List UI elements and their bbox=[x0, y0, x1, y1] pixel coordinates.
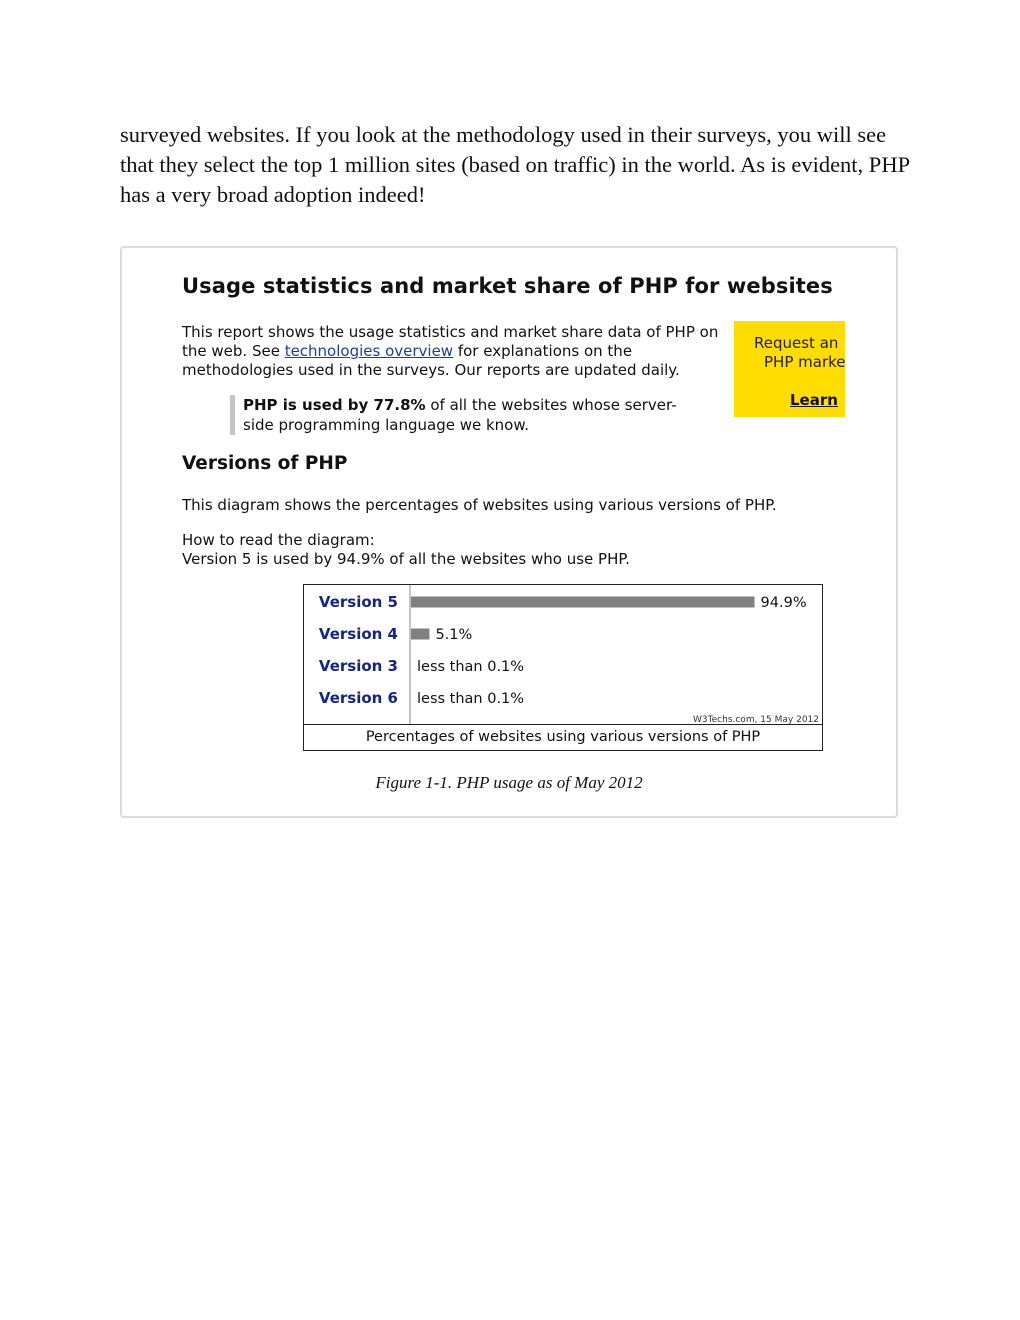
diagram-description: This diagram shows the percentages of websites using various versions of PHP. bbox=[182, 496, 777, 514]
usage-quote bbox=[230, 395, 703, 435]
chart-source-note: W3Techs.com, 15 May 2012 bbox=[693, 715, 819, 725]
intro-paragraph: surveyed websites. If you look at the methodology used in their surveys, you will see that they select the top 1 million sites (based on traffic) in the world. As is evident, PHP has a very broad adoption indeed! bbox=[120, 122, 910, 207]
bar-value-label: less than 0.1% bbox=[417, 659, 525, 675]
report-text-after-link: for explanations on the methodologies used in the surveys. Our reports are updated daily. bbox=[182, 342, 680, 379]
versions-chart-svg bbox=[304, 585, 821, 725]
bar-value-label: 5.1% bbox=[435, 627, 473, 643]
version-bar bbox=[411, 597, 755, 608]
versions-heading: Versions of PHP bbox=[182, 453, 348, 474]
version-label: Version 3 bbox=[318, 657, 398, 675]
howto-line-1: How to read the diagram: bbox=[182, 531, 375, 549]
report-description bbox=[182, 323, 732, 380]
howto-line-2: Version 5 is used by 94.9% of all the websites who use PHP. bbox=[182, 550, 630, 568]
versions-chart bbox=[303, 584, 823, 751]
screenshot-title: Usage statistics and market share of PHP for websites bbox=[182, 274, 833, 298]
usage-quote-rest: of all the websites whose server-side programming language we know. bbox=[243, 396, 677, 434]
bar-value-label: less than 0.1% bbox=[417, 691, 525, 707]
bar-value-label: 94.9% bbox=[760, 595, 807, 611]
figure-caption: Figure 1-1. PHP usage as of May 2012 bbox=[375, 773, 643, 792]
chart-caption: Percentages of websites using various versions of PHP bbox=[304, 724, 822, 750]
version-bar bbox=[411, 629, 429, 640]
version-label: Version 5 bbox=[318, 593, 398, 611]
version-label: Version 4 bbox=[318, 625, 398, 643]
ad-box[interactable] bbox=[734, 321, 845, 417]
ad-learn-link[interactable]: Learn bbox=[790, 391, 838, 409]
ad-line-1: Request an bbox=[754, 334, 839, 352]
report-text-before-link: This report shows the usage statistics and market share data of PHP on the web. See bbox=[182, 323, 719, 360]
ad-line-2: PHP marke bbox=[764, 353, 845, 371]
usage-quote-bold: PHP is used by 77.8% bbox=[243, 396, 426, 414]
version-label: Version 6 bbox=[318, 689, 398, 707]
technologies-overview-link[interactable]: technologies overview bbox=[284, 342, 454, 360]
howto-text bbox=[182, 531, 630, 569]
